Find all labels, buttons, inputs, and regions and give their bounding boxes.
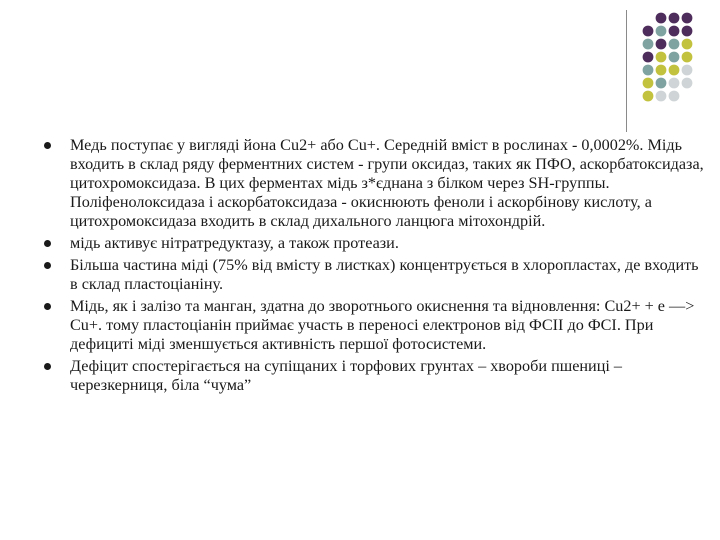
- decorative-dot: [656, 26, 667, 37]
- decorative-dot: [656, 52, 667, 63]
- decorative-dot: [643, 39, 654, 50]
- decorative-dot: [643, 52, 654, 63]
- bullet-item: [44, 297, 704, 354]
- decorative-dot: [669, 52, 680, 63]
- bullet-text: мідь активує нітратредуктазу, а також протеази.: [70, 234, 399, 252]
- bullet-item: [44, 234, 704, 253]
- bullet-dot-icon: [44, 363, 51, 370]
- decorative-dot: [669, 26, 680, 37]
- decorative-dot: [669, 13, 680, 24]
- decorative-dot: [643, 65, 654, 76]
- decorative-dot: [669, 91, 680, 102]
- decorative-dot: [643, 91, 654, 102]
- bullet-list: [44, 136, 704, 398]
- decorative-dot: [656, 91, 667, 102]
- bullet-text: Більша частина міді (75% від вмісту в листках) концентрується в хлоропластах, де входить в склад пластоціаніну.: [70, 256, 699, 293]
- bullet-item: [44, 256, 704, 294]
- decorative-dot-grid: [0, 0, 720, 140]
- decorative-dot: [643, 26, 654, 37]
- decorative-dot: [682, 13, 693, 24]
- decorative-dot: [669, 78, 680, 89]
- decorative-dot: [656, 39, 667, 50]
- bullet-text: Дефіцит спостерігається на супіщаних і торфових грунтах – хвороби пшениці – черезкерниця, біла “чума”: [70, 357, 623, 394]
- decorative-dot: [682, 78, 693, 89]
- bullet-item: [44, 136, 704, 231]
- decorative-dot: [682, 26, 693, 37]
- bullet-text: Медь поступає у вигляді йона Cu2+ або Cu+. Середній вміст в рослинах - 0,0002%. Мідь входить в склад ряду ферментних систем - групи оксидаз, таких як ПФО, аскорбатоксидаза, цитохромоксидаза. В цих ферментах мідь з*єднана з білком через SH-группы. Поліфенолоксидаза і аскорбатоксидаза - окиснюють феноли і аскорбінову кислоту, а цитохромоксидаза входить в склад дихального ланцюга мітохондрій.: [70, 136, 704, 230]
- decorative-dot: [682, 52, 693, 63]
- decorative-dot: [682, 39, 693, 50]
- dot-grid-graphic: [0, 0, 720, 140]
- decorative-dot: [682, 65, 693, 76]
- bullet-dot-icon: [44, 262, 51, 269]
- decorative-dot: [656, 78, 667, 89]
- bullet-dot-icon: [44, 240, 51, 247]
- bullet-text: Мідь, як і залізо та манган, здатна до зворотнього окиснення та відновлення: Cu2+ + е —> Cu+. тому пластоціанін приймає участь в переносі електронов від ФСІІ до ФСІ. При дефициті міді зменшується активність першої фотосистеми.: [70, 297, 695, 353]
- decorative-dot: [669, 65, 680, 76]
- decorative-dot: [656, 13, 667, 24]
- decorative-dot: [656, 65, 667, 76]
- bullet-dot-icon: [44, 142, 51, 149]
- decorative-dot: [643, 78, 654, 89]
- bullet-item: [44, 357, 704, 395]
- decorative-dot: [669, 39, 680, 50]
- bullet-dot-icon: [44, 303, 51, 310]
